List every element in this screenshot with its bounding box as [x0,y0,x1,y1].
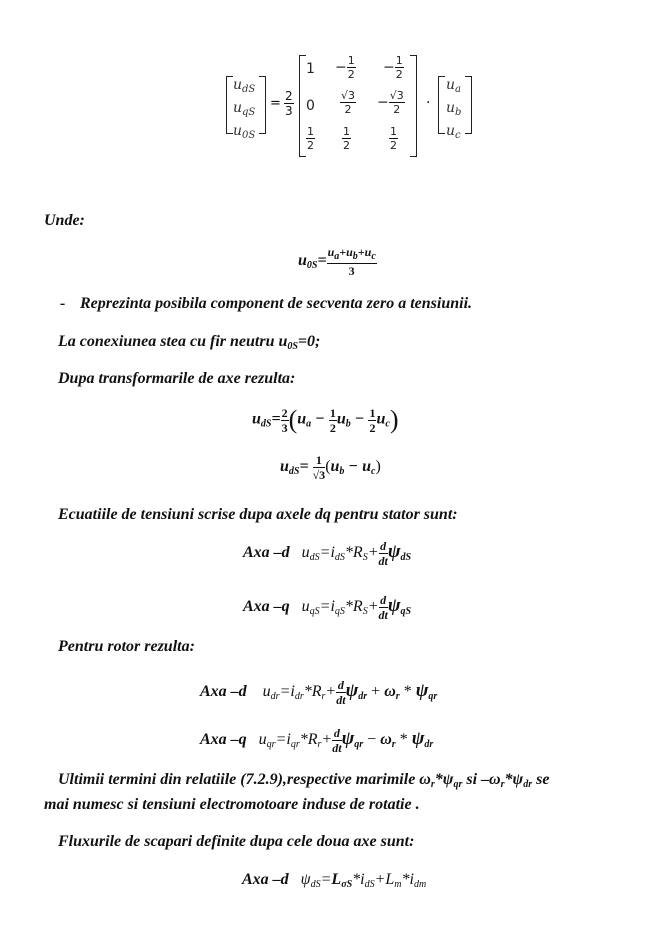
stator-d-axis-equation: Axa –d $u_{dS}=i_{dS}*R_S+$ $\frac{d}{dt}$ $\psi_{dS}$ [243,539,412,568]
lhs-vector [233,76,255,145]
rhs-vector [446,76,461,145]
rhs-ua: $u_a$ [446,77,461,95]
dot-operator: · [426,95,431,111]
rhs-uc: $u_c$ [446,123,461,141]
last-terms-line-2: mai numesc si tensiuni electromotoare induse de rotatie . [44,796,420,813]
stator-q-axis-equation: Axa –q $u_{qS}=i_{qS}*R_S+$ $\frac{d}{dt}$ $\psi_{qS}$ [243,593,412,622]
lhs-uds: $u_{dS}$ [233,77,256,95]
stator-equations-intro: Ecuatiile de tensiuni scrise dupa axele dq pentru stator sunt: [58,506,458,523]
matrix-cell-2-3: − $\frac{√3}{2}$ [377,89,404,116]
matrix-cell-3-3: $\frac{1}{2}$ [390,125,397,152]
matrix-bracket-right [410,55,417,157]
matrix-cell-2-1: 0 [306,98,315,114]
rotor-equations-intro: Pentru rotor rezulta: [58,638,195,655]
last-terms-line-1: Ultimii termini din relatiile (7.2.9),respective marimile $\omega_r*\psi_{qr}$ si $-\omega_r*\psi_{dr}$ se [58,771,550,790]
rotor-q-axis-equation: Axa –q $u_{qr}=i_{qr}*R_r+$ $\frac{d}{dt}$ $\psi_{qr} - \omega_r * \psi_{dr}$ [200,726,434,755]
matrix-cell-3-1: $\frac{1}{2}$ [307,125,314,152]
rhs-ub: $u_b$ [446,100,462,118]
leakage-flux-intro: Fluxurile de scapari definite dupa cele doua axe sunt: [58,833,415,850]
matrix-cell-1-3: − $\frac{1}{2}$ [383,54,403,81]
zero-sequence-equation: $u_{0S}=$ $\frac{u_a+u_b+u_c}{3}$ [298,245,376,278]
uds-equation-2: $u_{dS}=$ $\frac{1}{√3}$ $(u_b - u_c)$ [280,453,381,482]
zero-sequence-description: Reprezinta posibila component de secventa zero a tensiunii. [80,295,473,312]
matrix-cell-1-2: − $\frac{1}{2}$ [335,54,355,81]
rhs-bracket-right [465,76,472,134]
lhs-uqs: $u_{qS}$ [233,100,256,118]
coefficient: $\frac{2}{3}$ [285,89,293,118]
leakage-flux-d-axis-equation: Axa –d $\psi_{dS}=L_{\sigma S}*i_{dS}+L_m*i_{dm}$ [242,871,427,890]
uds-equation-1: $u_{dS}=$ $\frac{2}{3}$ ($u_a$ − $\frac{1}{2}$ $u_b$ − $\frac{1}{2}$ $u_c$) [252,405,399,435]
lhs-u0s: $u_{0S}$ [233,123,256,141]
matrix-cell-2-2: $\frac{√3}{2}$ [341,89,356,116]
matrix-cell-3-2: $\frac{1}{2}$ [343,125,350,152]
matrix-bracket-left [299,55,306,157]
rhs-bracket-left [438,76,445,134]
lhs-bracket-right [259,76,266,134]
unde-label: Unde: [44,212,85,229]
neutral-wire-statement: La conexiunea stea cu fir neutru $u_{0S}=0$; [58,333,321,352]
rotor-d-axis-equation: Axa –d $u_{dr}=i_{dr}*R_r+$ $\frac{d}{dt}$ $\psi_{dr} + \omega_r * \psi_{qr}$ [200,678,438,707]
after-transform-text: Dupa transformarile de axe rezulta: [58,370,296,387]
matrix-cell-1-1: 1 [306,61,315,77]
equals-sign: = [270,96,281,111]
lhs-bracket-left [226,76,233,134]
bullet-marker: - [60,295,66,312]
matrix-equation [0,0,664,170]
